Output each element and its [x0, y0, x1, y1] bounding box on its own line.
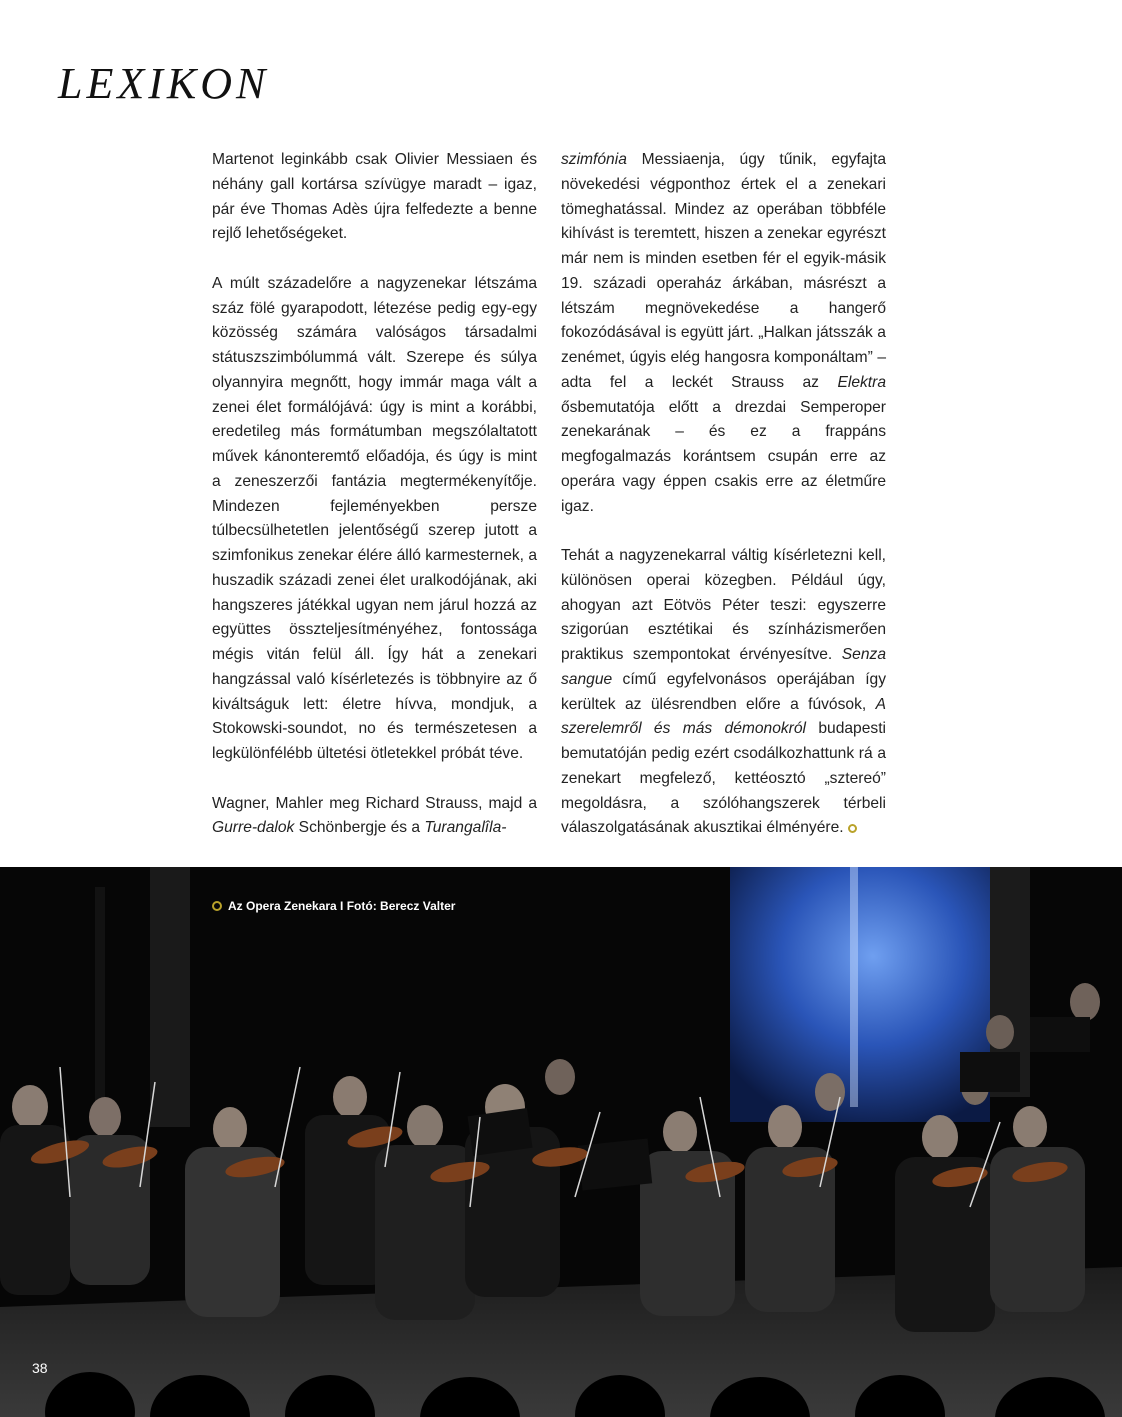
work-title: Turangalîla- — [424, 819, 507, 837]
article-paragraph: A múlt századelőre a nagyzenekar létszáma száz fölé gyarapodott, létezése pedig egy-egy közösség számára valóságos társadalmi státuszszimbólummá vált. Szerepe és súlya olyannyira megnőtt, hogy immár maga vált a zenei élet formálójává: úgy is mint a korábbi, eredetileg más formátumban megszólaltatott művek kánonteremtő előadója, és úgy is mint a zeneszerzői fantázia megtermékenyítője. Mindezen fejleményekben persze túlbecsülhetetlen jelentőségű szerep jutott a szimfonikus zenekar élére álló karmesternek, a huszadik századi zenei élet uralkodójának, aki hangszeres játékkal ugyan nem járul hozzá az együttes összteljesítményéhez, fontossága mégis vitán felül áll. Így hát a zenekari hangzással való kísérletezés is többnyire az ő kiváltságuk lett: életre hívva, mondjuk, a Stokowski-soundot, no és természetesen a legkülönfélébb ültetési ötletekkel próbát téve. — [212, 274, 538, 762]
orchestra-photo-illustration — [0, 867, 1122, 1417]
photo-caption-text: Az Opera Zenekara I Fotó: Berecz Valter — [228, 899, 456, 913]
article-paragraph: Wagner, Mahler meg Richard Strauss, majd a Gurre-dalok Schönbergje és a Turangalîla- — [212, 794, 537, 837]
section-title: LEXIKON — [58, 59, 270, 108]
article-paragraph: Martenot leginkább csak Olivier Messiaen és néhány gall kortársa szívügye maradt – igaz, pár éve Thomas Adès újra felfedezte a benne rejlő lehetőségeket. — [212, 151, 537, 243]
article-right-column — [561, 148, 886, 866]
work-title: Senza sangue — [561, 646, 886, 688]
page-number: 38 — [32, 1360, 48, 1376]
end-of-article-icon — [848, 824, 857, 833]
photo-caption — [212, 899, 455, 913]
work-title: A szerelemről és más démonokról — [561, 695, 886, 738]
work-title: Elektra — [837, 373, 886, 391]
orchestra-photo — [0, 867, 1122, 1417]
article-left-column — [212, 148, 537, 866]
work-title: Gurre-dalok — [212, 819, 295, 837]
caption-marker-icon — [212, 901, 222, 911]
article-paragraph: szimfónia Messiaenja, úgy tűnik, egyfajta növekedési végponthoz értek el a zenekari tömeghatással. Mindez az operában többféle kihívást is teremtett, hiszen a zenekar egyrészt már nem is minden esetben fér el egyik-másik 19. századi operaház árkában, másrészt a létszám megnövekedése a hangerő fokozódásával is együtt járt. „Halkan játsszák a zenémet, úgyis elég hangosra komponáltam” – adta fel a leckét Strauss az Elektra ősbemutatója előtt a drezdai Semperoper zenekarának – és ez a frappáns megfogalmazás korántsem csupán erre az operára vagy éppen csakis erre az életműre igaz. — [561, 151, 886, 515]
work-title: szimfónia — [561, 151, 627, 168]
article-paragraph: Tehát a nagyzenekarral váltig kísérletezni kell, különösen operai közegben. Például úgy, ahogyan azt Eötvös Péter teszi: egyszerre szigorúan esztétikai és színházismerően praktikus szempontokat érvényesítve. Senza sangue című egyfelvonásos operájában így kerültek az ülésrendben előre a fúvósok, A szerelemről és más démonokról budapesti bemutatóján pedig ezért csodálkozhattunk rá a zenekart megfelező, kettéosztó „sztereó” megoldásra, a szólóhangszerek térbeli válaszolgatásának akusztikai élményére. — [561, 547, 887, 837]
